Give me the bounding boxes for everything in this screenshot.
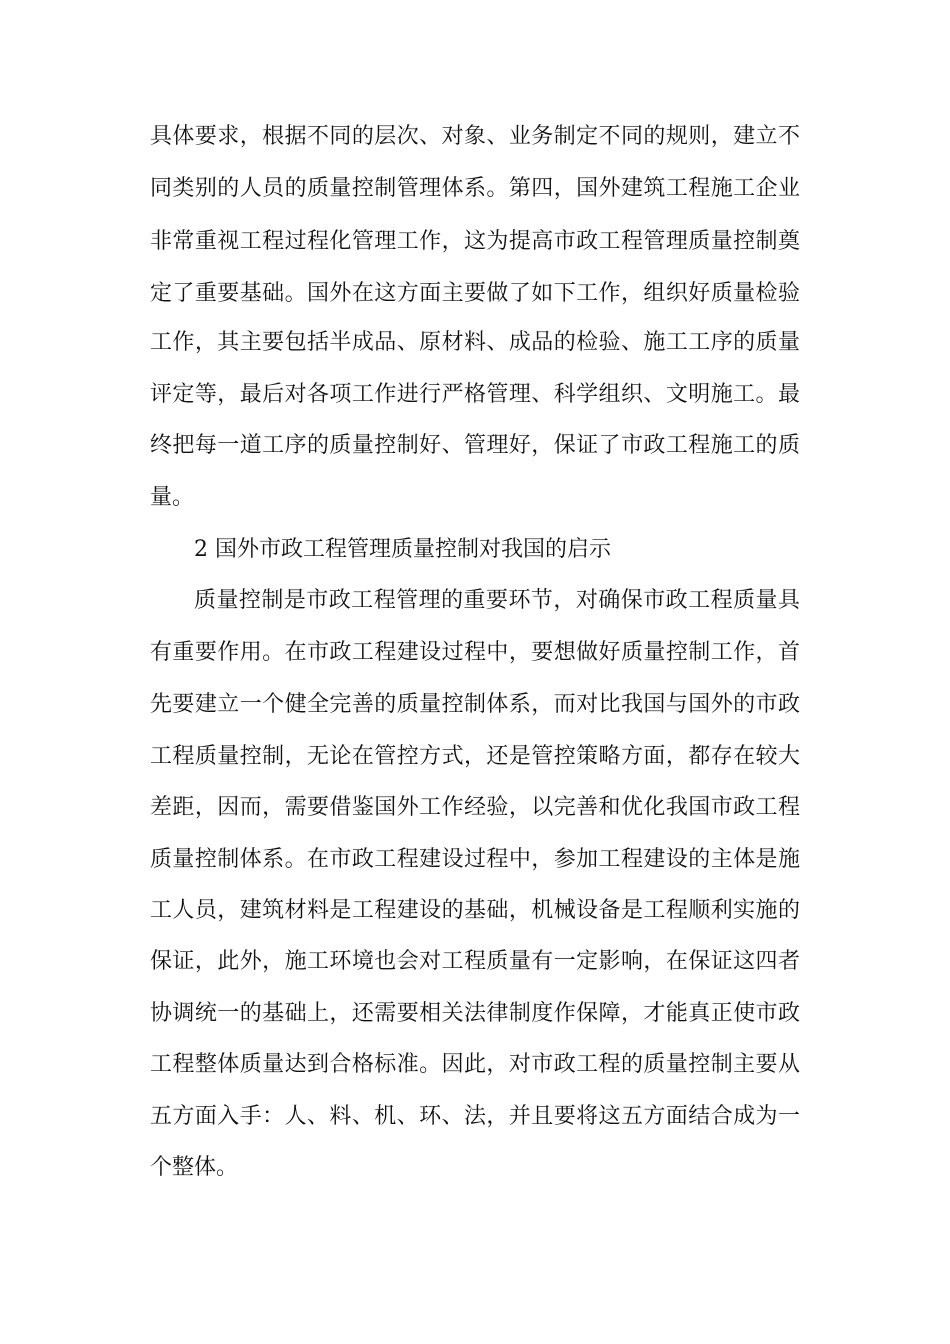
- paragraph-line: 评定等，最后对各项工作进行严格管理、科学组织、文明施工。最: [150, 382, 800, 407]
- paragraph-line: 同类别的人员的质量控制管理体系。第四，国外建筑工程施工企业: [150, 176, 800, 201]
- paragraph-line: 非常重视工程过程化管理工作，这为提高市政工程管理质量控制奠: [150, 229, 800, 254]
- paragraph-line: 工程质量控制，无论在管控方式，还是管控策略方面，都存在较大: [150, 744, 800, 769]
- paragraph-line: 定了重要基础。国外在这方面主要做了如下工作，组织好质量检验: [150, 281, 800, 306]
- paragraph-line: 差距，因而，需要借鉴国外工作经验，以完善和优化我国市政工程: [150, 795, 800, 820]
- paragraph-line: 具体要求，根据不同的层次、对象、业务制定不同的规则，建立不: [150, 124, 800, 149]
- paragraph-line: 保证，此外，施工环境也会对工程质量有一定影响，在保证这四者: [150, 949, 800, 974]
- paragraph-line: 质量控制是市政工程管理的重要环节，对确保市政工程质量具: [194, 588, 800, 613]
- paragraph-line: 先要建立一个健全完善的质量控制体系，而对比我国与国外的市政: [150, 692, 800, 717]
- paragraph-line: 有重要作用。在市政工程建设过程中，要想做好质量控制工作，首: [150, 640, 800, 665]
- paragraph-line: 工程整体质量达到合格标准。因此，对市政工程的质量控制主要从: [150, 1052, 800, 1077]
- paragraph-line: 终把每一道工序的质量控制好、管理好，保证了市政工程施工的质: [150, 433, 800, 458]
- paragraph-line: 个整体。: [150, 1155, 239, 1180]
- section-heading: 2 国外市政工程管理质量控制对我国的启示: [194, 537, 611, 562]
- paragraph-line: 五方面入手：人、料、机、环、法，并且要将这五方面结合成为一: [150, 1104, 800, 1129]
- paragraph-line: 质量控制体系。在市政工程建设过程中，参加工程建设的主体是施: [150, 847, 800, 872]
- paragraph-line: 工作，其主要包括半成品、原材料、成品的检验、施工工序的质量: [150, 330, 800, 355]
- paragraph-line: 工人员，建筑材料是工程建设的基础，机械设备是工程顺利实施的: [150, 898, 800, 923]
- paragraph-line: 协调统一的基础上，还需要相关法律制度作保障，才能真正使市政: [150, 1001, 800, 1026]
- paragraph-line: 量。: [150, 485, 195, 510]
